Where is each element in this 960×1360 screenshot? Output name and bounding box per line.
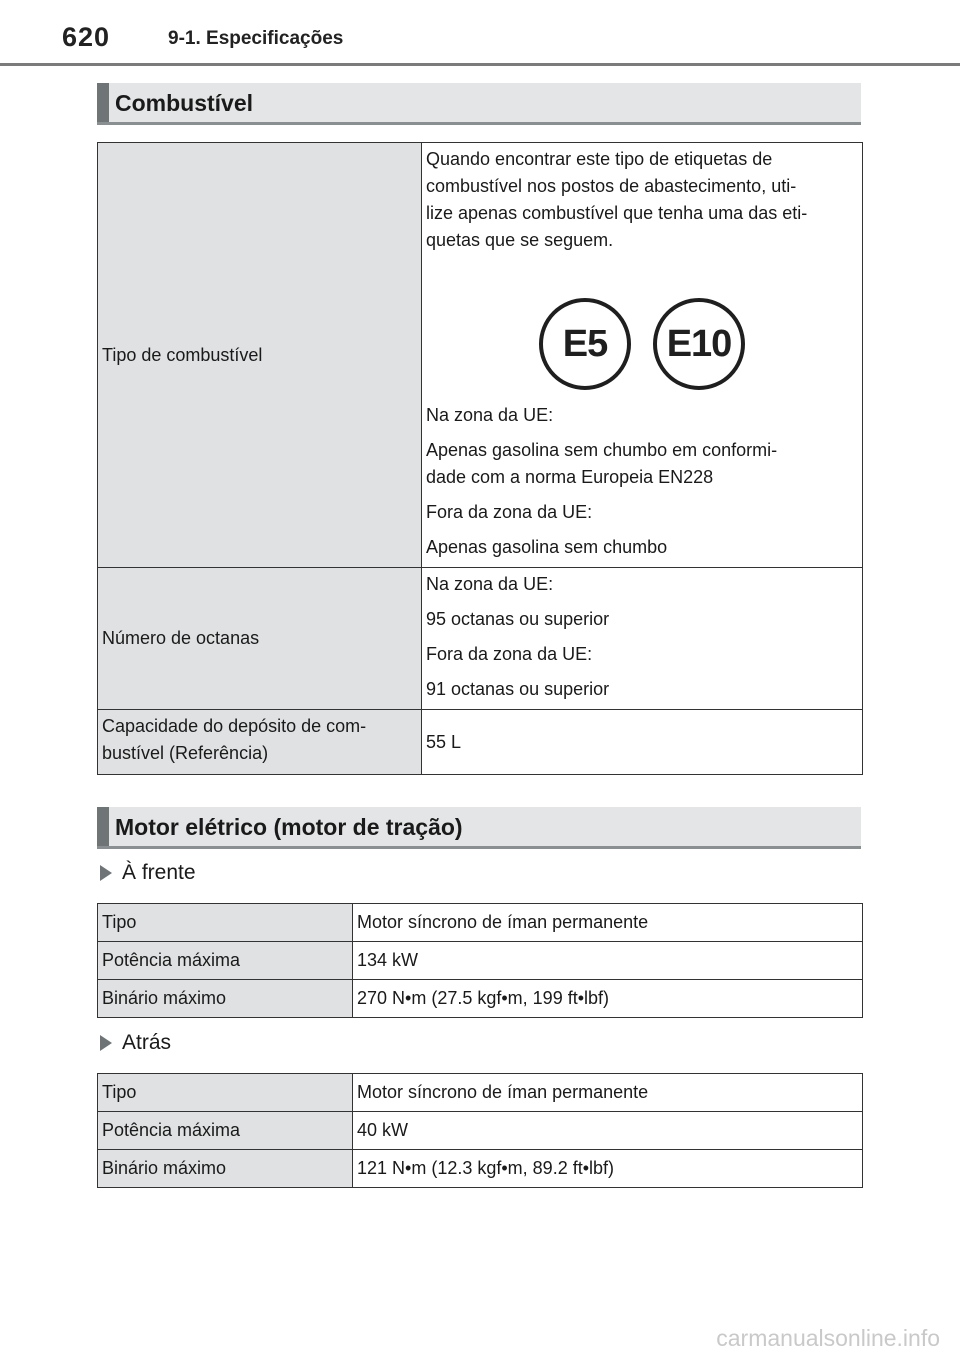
table-row-octane — [98, 568, 863, 710]
table-row-tank-capacity — [98, 710, 863, 775]
fuel-label-e5-badge: E5 — [539, 298, 631, 390]
fuel-spec-table — [97, 142, 863, 775]
eu-zone-value-line: dade com a norma Europeia EN228 — [426, 467, 714, 487]
non-eu-zone-value: Apenas gasolina sem chumbo — [426, 537, 668, 557]
table-row — [98, 942, 863, 980]
spec-label: Binário máximo — [98, 1150, 353, 1188]
fuel-type-intro-line: combustível nos postos de abastecimento, uti- — [426, 176, 797, 196]
octane-value — [422, 568, 863, 710]
fuel-type-label: Tipo de combustível — [98, 143, 422, 568]
eu-zone-label: Na zona da UE: — [426, 405, 554, 425]
spec-value: 270 N•m (27.5 kgf•m, 199 ft•lbf) — [353, 980, 863, 1018]
section-title-motor: Motor elétrico (motor de tração) — [115, 814, 463, 840]
non-eu-zone-label: Fora da zona da UE: — [426, 644, 593, 664]
table-row — [98, 904, 863, 942]
table-row — [98, 980, 863, 1018]
spec-value: Motor síncrono de íman permanente — [353, 904, 863, 942]
spec-label: Potência máxima — [98, 1112, 353, 1150]
tank-capacity-value: 55 L — [422, 710, 863, 775]
fuel-label-e10-badge: E10 — [653, 298, 745, 390]
subsection-front — [100, 861, 196, 885]
table-row — [98, 1150, 863, 1188]
spec-value: 121 N•m (12.3 kgf•m, 89.2 ft•lbf) — [353, 1150, 863, 1188]
fuel-type-intro-line: lize apenas combustível que tenha uma das eti- — [426, 203, 808, 223]
spec-value: Motor síncrono de íman permanente — [353, 1074, 863, 1112]
spec-label: Tipo — [98, 1074, 353, 1112]
non-eu-zone-label: Fora da zona da UE: — [426, 502, 593, 522]
rear-motor-table — [97, 1073, 863, 1188]
watermark: carmanualsonline.info — [716, 1325, 940, 1351]
chapter-title: 9-1. Especificações — [168, 28, 344, 49]
table-row — [98, 1112, 863, 1150]
section-header-motor — [97, 807, 861, 849]
fuel-type-intro-line: quetas que se seguem. — [426, 230, 614, 250]
table-row — [98, 1074, 863, 1112]
triangle-bullet-icon — [100, 1035, 112, 1051]
header-divider — [0, 63, 960, 66]
page-header — [0, 0, 960, 66]
eu-zone-label: Na zona da UE: — [426, 574, 554, 594]
section-header-fuel — [97, 83, 861, 125]
spec-label: Potência máxima — [98, 942, 353, 980]
eu-zone-value-line: Apenas gasolina sem chumbo em conformi- — [426, 440, 778, 460]
section-accent — [97, 807, 109, 846]
page-number: 620 — [62, 22, 111, 52]
non-eu-octane-value: 91 octanas ou superior — [426, 679, 610, 699]
tank-capacity-label-line: bustível (Referência) — [102, 743, 269, 763]
tank-capacity-label — [98, 710, 422, 775]
octane-label: Número de octanas — [98, 568, 422, 710]
triangle-bullet-icon — [100, 865, 112, 881]
spec-label: Tipo — [98, 904, 353, 942]
fuel-type-intro-line: Quando encontrar este tipo de etiquetas de — [426, 149, 773, 169]
eu-octane-value: 95 octanas ou superior — [426, 609, 610, 629]
section-title-fuel: Combustível — [115, 90, 254, 116]
subsection-rear-heading: Atrás — [122, 1031, 172, 1054]
fuel-label-badges — [426, 298, 858, 390]
fuel-type-value — [422, 143, 863, 568]
spec-label: Binário máximo — [98, 980, 353, 1018]
spec-value: 40 kW — [353, 1112, 863, 1150]
front-motor-table — [97, 903, 863, 1018]
spec-value: 134 kW — [353, 942, 863, 980]
subsection-rear — [100, 1031, 171, 1055]
section-accent — [97, 83, 109, 122]
tank-capacity-label-line: Capacidade do depósito de com- — [102, 716, 367, 736]
subsection-front-heading: À frente — [122, 861, 196, 884]
table-row-fuel-type — [98, 143, 863, 568]
